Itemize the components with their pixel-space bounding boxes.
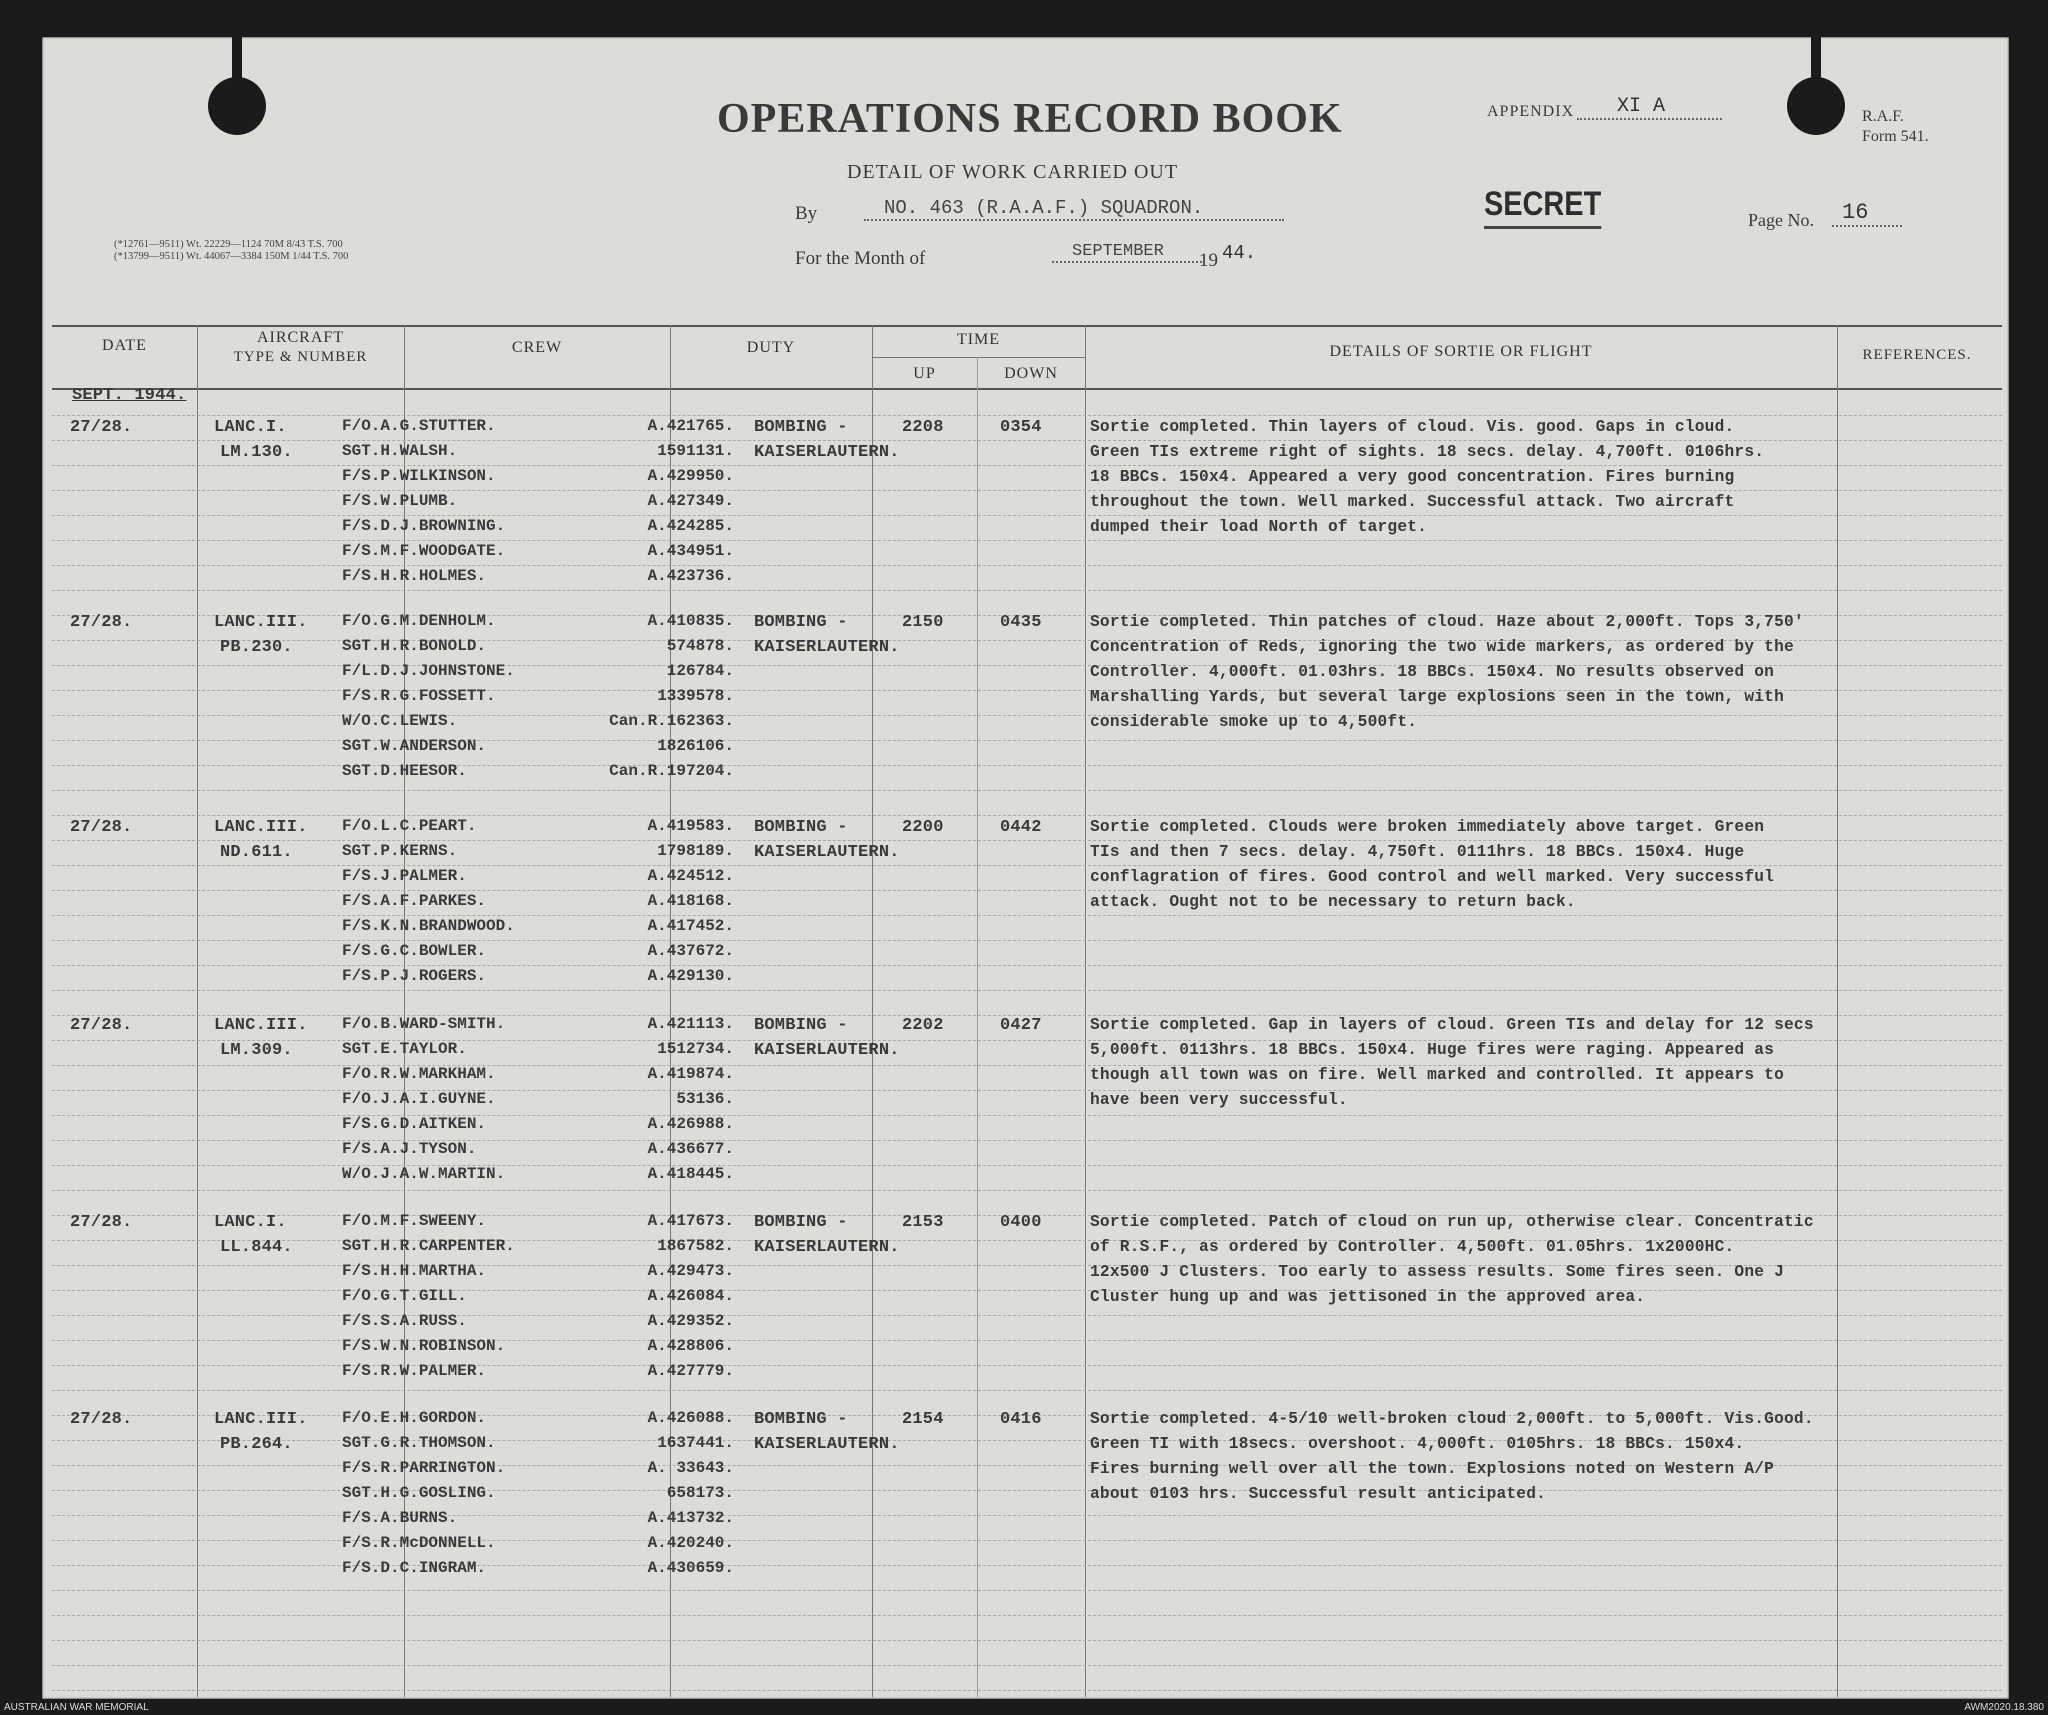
ruled-line [52, 990, 2002, 991]
aircraft-number: LL.844. [220, 1238, 293, 1257]
sortie-details-line: TIs and then 7 secs. delay. 4,750ft. 0111hrs. 18 BBCs. 150x4. Huge [1090, 843, 1745, 861]
col-header-aircraft-sub: TYPE & NUMBER [233, 349, 368, 365]
sortie-details-line: have been very successful. [1090, 1091, 1348, 1109]
sortie-duty: BOMBING - [754, 418, 848, 437]
appendix-label: APPENDIX [1487, 103, 1575, 120]
by-label: By [795, 203, 818, 224]
crew-name: F/S.H.R.HOLMES. [342, 567, 487, 585]
month-value: SEPTEMBER [1052, 242, 1202, 263]
time-down: 0416 [1000, 1410, 1042, 1429]
sortie-details-line: Concentration of Reds, ignoring the two wide markers, as ordered by the [1090, 638, 1794, 656]
sortie-target: KAISERLAUTERN. [754, 638, 900, 657]
crew-name: F/O.L.C.PEART. [342, 817, 477, 835]
sortie-details-line: Sortie completed. Gap in layers of cloud. Green TIs and delay for 12 secs [1090, 1016, 1814, 1034]
ruled-line [52, 540, 2002, 541]
sortie-date: 27/28. [70, 613, 133, 632]
crew-name: SGT.H.WALSH. [342, 442, 458, 460]
sortie-details-line: Green TIs extreme right of sights. 18 secs. delay. 4,700ft. 0106hrs. [1090, 443, 1765, 461]
crew-name: F/S.R.W.PALMER. [342, 1362, 487, 1380]
crew-name: SGT.E.TAYLOR. [342, 1040, 467, 1058]
crew-name: F/S.W.PLUMB. [342, 492, 458, 510]
crew-name: F/S.D.J.BROWNING. [342, 517, 506, 535]
sortie-details-line: throughout the town. Well marked. Successful attack. Two aircraft [1090, 493, 1735, 511]
squadron-name: NO. 463 (R.A.A.F.) SQUADRON. [864, 197, 1284, 221]
ruled-line [52, 490, 2002, 491]
ruled-line [52, 790, 2002, 791]
sortie-details-line: Sortie completed. Thin layers of cloud. Vis. good. Gaps in cloud. [1090, 418, 1735, 436]
crew-service-number: 1339578. [657, 687, 734, 705]
print-note [114, 239, 348, 263]
crew-service-number: A.417673. [647, 1212, 734, 1230]
sortie-details-line: of R.S.F., as ordered by Controller. 4,500ft. 01.05hrs. 1x2000HC. [1090, 1238, 1735, 1256]
aircraft-number: PB.264. [220, 1435, 293, 1454]
ruled-line [52, 1390, 2002, 1391]
crew-service-number: A.426988. [647, 1115, 734, 1133]
crew-name: SGT.D.HEESOR. [342, 762, 467, 780]
ruled-line [52, 865, 2002, 866]
crew-service-number: A.421113. [647, 1015, 734, 1033]
col-header-duty: DUTY [746, 339, 796, 356]
crew-name: F/S.G.C.BOWLER. [342, 942, 487, 960]
crew-service-number: A.418445. [647, 1165, 734, 1183]
sortie-details-line: Sortie completed. Clouds were broken immediately above target. Green [1090, 818, 1765, 836]
crew-name: W/O.C.LEWIS. [342, 712, 458, 730]
appendix-value: XI A [1577, 95, 1722, 120]
sortie-date: 27/28. [70, 1213, 133, 1232]
sortie-details-line: considerable smoke up to 4,500ft. [1090, 713, 1418, 731]
crew-name: F/S.R.G.FOSSETT. [342, 687, 496, 705]
time-up: 2154 [902, 1410, 944, 1429]
crew-service-number: A.429130. [647, 967, 734, 985]
col-header-date: DATE [102, 337, 147, 354]
crew-name: F/S.A.J.TYSON. [342, 1140, 477, 1158]
crew-service-number: A.419583. [647, 817, 734, 835]
sortie-target: KAISERLAUTERN. [754, 1041, 900, 1060]
form-number [1862, 107, 1929, 147]
time-down: 0354 [1000, 418, 1042, 437]
crew-service-number: 53136. [676, 1090, 734, 1108]
col-rule [977, 357, 978, 1697]
col-header-up: UP [913, 365, 936, 382]
sortie-details-line: Fires burning well over all the town. Explosions noted on Western A/P [1090, 1460, 1775, 1478]
col-header-down: DOWN [1004, 365, 1058, 382]
header-bottom-rule [52, 388, 2002, 390]
print-note-line-2: (*13799—9511) Wt. 44067—3384 150M 1/44 T.S. 700 [114, 251, 349, 262]
year-suffix: 44. [1222, 242, 1257, 264]
ruled-line [52, 440, 2002, 441]
sortie-details-line: Marshalling Yards, but several large explosions seen in the town, with [1090, 688, 1784, 706]
sortie-target: KAISERLAUTERN. [754, 443, 900, 462]
col-header-references: REFERENCES. [1862, 347, 1972, 363]
time-down: 0435 [1000, 613, 1042, 632]
col-header-time: TIME [956, 331, 1001, 348]
crew-service-number: A.420240. [647, 1534, 734, 1552]
crew-name: F/O.R.W.MARKHAM. [342, 1065, 496, 1083]
crew-name: SGT.H.G.GOSLING. [342, 1484, 496, 1502]
crew-service-number: 1798189. [657, 842, 734, 860]
sortie-details-line: Controller. 4,000ft. 01.03hrs. 18 BBCs. 150x4. No results observed on [1090, 663, 1775, 681]
sortie-duty: BOMBING - [754, 1410, 848, 1429]
col-header-crew: CREW [511, 339, 563, 356]
form-line-2: Form 541. [1862, 128, 1929, 145]
aircraft-number: LM.130. [220, 443, 293, 462]
crew-service-number: A.417452. [647, 917, 734, 935]
crew-service-number: 1591131. [657, 442, 734, 460]
time-down: 0427 [1000, 1016, 1042, 1035]
ruled-line [52, 465, 2002, 466]
sortie-target: KAISERLAUTERN. [754, 1238, 900, 1257]
ruled-line [52, 965, 2002, 966]
classification-stamp: SECRET [1484, 185, 1601, 229]
period-label: SEPT. 1944. [72, 386, 187, 405]
crew-service-number: A. 33643. [647, 1459, 734, 1477]
ruled-line [52, 590, 2002, 591]
sortie-date: 27/28. [70, 1016, 133, 1035]
ruled-line [52, 1190, 2002, 1191]
archive-credit: AUSTRALIAN WAR MEMORIAL [4, 1702, 149, 1713]
time-up: 2208 [902, 418, 944, 437]
ruled-line [52, 915, 2002, 916]
col-rule [1085, 325, 1086, 1697]
crew-service-number: 658173. [666, 1484, 734, 1502]
ruled-line [52, 415, 2002, 416]
crew-service-number: A.426084. [647, 1287, 734, 1305]
year-prefix: 19 [1199, 250, 1218, 271]
sortie-date: 27/28. [70, 1410, 133, 1429]
crew-name: F/O.J.A.I.GUYNE. [342, 1090, 496, 1108]
col-rule [872, 325, 873, 1697]
ruled-line [52, 890, 2002, 891]
sortie-date: 27/28. [70, 818, 133, 837]
sortie-target: KAISERLAUTERN. [754, 843, 900, 862]
crew-service-number: A.429352. [647, 1312, 734, 1330]
sortie-details-line: 12x500 J Clusters. Too early to assess results. Some fires seen. One J [1090, 1263, 1784, 1281]
page-number-label: Page No. [1748, 210, 1814, 230]
crew-name: F/S.D.C.INGRAM. [342, 1559, 487, 1577]
crew-service-number: A.410835. [647, 612, 734, 630]
crew-name: SGT.P.KERNS. [342, 842, 458, 860]
crew-service-number: A.434951. [647, 542, 734, 560]
crew-name: F/S.R.McDONNELL. [342, 1534, 496, 1552]
crew-service-number: A.430659. [647, 1559, 734, 1577]
page-title: OPERATIONS RECORD BOOK [717, 96, 1343, 142]
sortie-details-line: about 0103 hrs. Successful result anticipated. [1090, 1485, 1547, 1503]
time-down: 0442 [1000, 818, 1042, 837]
crew-service-number: A.436677. [647, 1140, 734, 1158]
sortie-details-line: conflagration of fires. Good control and well marked. Very successful [1090, 868, 1775, 886]
crew-name: SGT.W.ANDERSON. [342, 737, 487, 755]
crew-name: F/S.P.J.ROGERS. [342, 967, 487, 985]
crew-service-number: 1512734. [657, 1040, 734, 1058]
ruled-line [52, 1665, 2002, 1666]
time-up: 2200 [902, 818, 944, 837]
month-label: For the Month of [795, 248, 926, 269]
aircraft-number: ND.611. [220, 843, 293, 862]
crew-service-number: 1637441. [657, 1434, 734, 1452]
ruled-line [52, 1590, 2002, 1591]
sortie-details-line: Sortie completed. 4-5/10 well-broken cloud 2,000ft. to 5,000ft. Vis.Good. [1090, 1410, 1814, 1428]
page-number: 16 [1832, 200, 1902, 227]
crew-name: F/O.M.F.SWEENY. [342, 1212, 487, 1230]
crew-service-number: A.413732. [647, 1509, 734, 1527]
sortie-duty: BOMBING - [754, 818, 848, 837]
crew-name: F/O.A.G.STUTTER. [342, 417, 496, 435]
time-up: 2153 [902, 1213, 944, 1232]
ruled-line [52, 515, 2002, 516]
crew-service-number: A.418168. [647, 892, 734, 910]
crew-service-number: 1867582. [657, 1237, 734, 1255]
ruled-line [52, 940, 2002, 941]
crew-name: F/S.A.BURNS. [342, 1509, 458, 1527]
crew-service-number: Can.R.162363. [609, 712, 734, 730]
ruled-line [52, 1690, 2002, 1691]
aircraft-type: LANC.III. [214, 1410, 308, 1429]
crew-service-number: A.424512. [647, 867, 734, 885]
col-header-details: DETAILS OF SORTIE OR FLIGHT [1329, 343, 1593, 360]
sortie-duty: BOMBING - [754, 613, 848, 632]
aircraft-number: PB.230. [220, 638, 293, 657]
crew-name: F/S.P.WILKINSON. [342, 467, 496, 485]
form-line-1: R.A.F. [1862, 108, 1904, 125]
crew-name: F/S.K.N.BRANDWOOD. [342, 917, 515, 935]
time-up: 2150 [902, 613, 944, 632]
sortie-details-line: 18 BBCs. 150x4. Appeared a very good concentration. Fires burning [1090, 468, 1735, 486]
print-note-line-1: (*12761—9511) Wt. 22229—1124 70M 8/43 T.S. 700 [114, 239, 343, 250]
time-down: 0400 [1000, 1213, 1042, 1232]
crew-name: W/O.J.A.W.MARTIN. [342, 1165, 506, 1183]
crew-service-number: A.429473. [647, 1262, 734, 1280]
ruled-line [52, 840, 2002, 841]
sortie-date: 27/28. [70, 418, 133, 437]
crew-name: F/S.M.F.WOODGATE. [342, 542, 506, 560]
table-top-rule [52, 325, 2002, 327]
col-header-aircraft: AIRCRAFT [256, 329, 345, 346]
binder-hole-left [208, 77, 266, 135]
col-rule [1837, 325, 1838, 1697]
crew-name: F/L.D.J.JOHNSTONE. [342, 662, 515, 680]
crew-service-number: A.429950. [647, 467, 734, 485]
crew-service-number: A.421765. [647, 417, 734, 435]
crew-service-number: Can.R.197204. [609, 762, 734, 780]
page-subtitle: DETAIL OF WORK CARRIED OUT [847, 161, 1179, 183]
sortie-details-line: Sortie completed. Thin patches of cloud. Haze about 2,000ft. Tops 3,750' [1090, 613, 1804, 631]
crew-service-number: A.427349. [647, 492, 734, 510]
ruled-line [52, 565, 2002, 566]
crew-service-number: A.419874. [647, 1065, 734, 1083]
crew-name: F/S.J.PALMER. [342, 867, 467, 885]
crew-name: F/O.G.T.GILL. [342, 1287, 467, 1305]
aircraft-type: LANC.III. [214, 818, 308, 837]
crew-service-number: A.423736. [647, 567, 734, 585]
record-sheet [42, 37, 2009, 1699]
crew-name: SGT.H.R.CARPENTER. [342, 1237, 515, 1255]
crew-service-number: A.428806. [647, 1337, 734, 1355]
sortie-details-line: dumped their load North of target. [1090, 518, 1428, 536]
aircraft-type: LANC.I. [214, 1213, 287, 1232]
sortie-details-line: 5,000ft. 0113hrs. 18 BBCs. 150x4. Huge fires were raging. Appeared as [1090, 1041, 1775, 1059]
crew-name: F/S.H.H.MARTHA. [342, 1262, 487, 1280]
crew-service-number: A.437672. [647, 942, 734, 960]
crew-service-number: 574878. [666, 637, 734, 655]
sortie-details-line: Cluster hung up and was jettisoned in the approved area. [1090, 1288, 1646, 1306]
binder-hole-right [1787, 77, 1845, 135]
aircraft-number: LM.309. [220, 1041, 293, 1060]
ruled-line [52, 1640, 2002, 1641]
col-rule [197, 325, 198, 1697]
ruled-line [52, 815, 2002, 816]
crew-name: F/S.W.N.ROBINSON. [342, 1337, 506, 1355]
aircraft-type: LANC.III. [214, 1016, 308, 1035]
crew-name: F/S.R.PARRINGTON. [342, 1459, 506, 1477]
ruled-line [52, 1615, 2002, 1616]
sortie-details-line: attack. Ought not to be necessary to return back. [1090, 893, 1576, 911]
crew-service-number: A.427779. [647, 1362, 734, 1380]
crew-name: F/S.S.A.RUSS. [342, 1312, 467, 1330]
sortie-table [42, 287, 2009, 1697]
time-up: 2202 [902, 1016, 944, 1035]
crew-name: F/S.G.D.AITKEN. [342, 1115, 487, 1133]
crew-service-number: A.426088. [647, 1409, 734, 1427]
crew-service-number: 126784. [666, 662, 734, 680]
crew-name: SGT.G.R.THOMSON. [342, 1434, 496, 1452]
crew-name: F/O.E.H.GORDON. [342, 1409, 487, 1427]
sortie-duty: BOMBING - [754, 1016, 848, 1035]
archive-reference: AWM2020.18.380 [1964, 1702, 2044, 1713]
crew-service-number: 1826106. [657, 737, 734, 755]
sortie-target: KAISERLAUTERN. [754, 1435, 900, 1454]
crew-service-number: A.424285. [647, 517, 734, 535]
crew-name: F/O.B.WARD-SMITH. [342, 1015, 506, 1033]
crew-name: F/S.A.F.PARKES. [342, 892, 487, 910]
aircraft-type: LANC.I. [214, 418, 287, 437]
sortie-details-line: Green TI with 18secs. overshoot. 4,000ft. 0105hrs. 18 BBCs. 150x4. [1090, 1435, 1745, 1453]
sortie-duty: BOMBING - [754, 1213, 848, 1232]
crew-name: SGT.H.R.BONOLD. [342, 637, 487, 655]
time-split-rule [872, 357, 1085, 358]
sortie-details-line: Sortie completed. Patch of cloud on run up, otherwise clear. Concentratic [1090, 1213, 1814, 1231]
sortie-details-line: though all town was on fire. Well marked and controlled. It appears to [1090, 1066, 1784, 1084]
aircraft-type: LANC.III. [214, 613, 308, 632]
crew-name: F/O.G.M.DENHOLM. [342, 612, 496, 630]
